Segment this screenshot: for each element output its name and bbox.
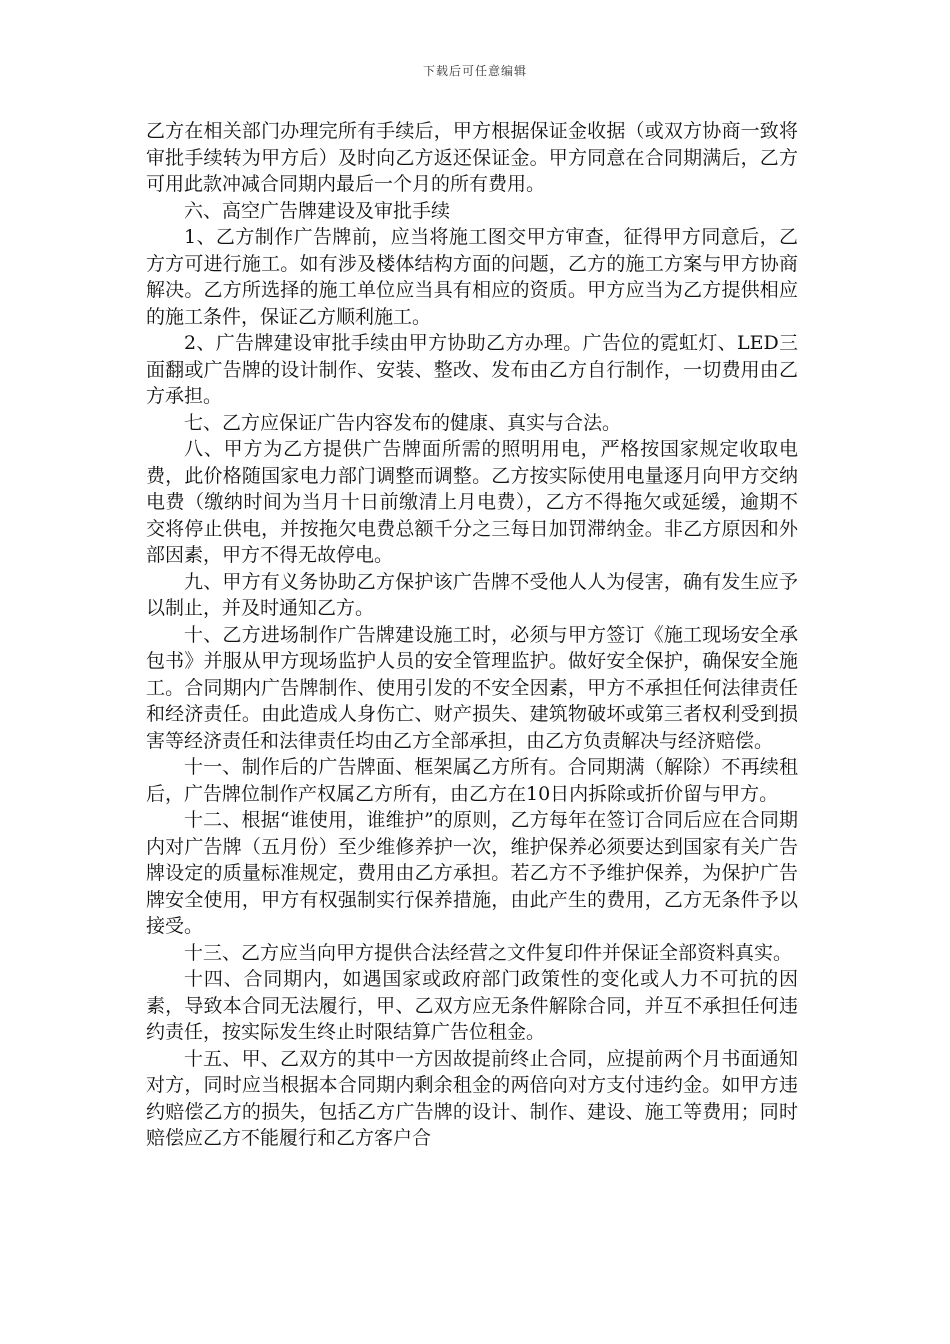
paragraph-13: 十三、乙方应当向甲方提供合法经营之文件复印件并保证全部资料真实。 [184,941,793,964]
page-header: 下载后可任意编辑 [422,64,527,78]
paragraph-7: 七、乙方应保证广告内容发布的健康、真实与合法。 [184,411,622,434]
paragraph-8: 八、甲方为乙方提供广告牌面所需的照明用电，严格按国家规定收取电费，此价格随国家电力部门调整而调整。乙方按实际使用电量逐月向甲方交纳电费（缴纳时间为当月十日前缴清上月电费），乙方不得拖欠或延缓，逾期不交将停止供电，并按拖欠电费总额千分之三每日加罚滞纳金。非乙方原因和外部因素，甲方不得无故停电。 [146,438,798,566]
paragraph-15: 十五、甲、乙双方的其中一方因故提前终止合同，应提前两个月书面通知对方，同时应当根据本合同期内剩余租金的两倍向对方支付违约金。如甲方违约赔偿乙方的损失，包括乙方广告牌的设计、制作、建设、施工等费用；同时赔偿应乙方不能履行和乙方客户合 [146,1047,798,1149]
contract-body [146,118,798,1152]
section-heading-6: 六、高空广告牌建设及审批手续 [184,199,451,222]
paragraph-12: 十二、根据“谁使用，谁维护”的原则，乙方每年在签订合同后应在合同期内对广告牌（五月份）至少维修养护一次，维护保养必须要达到国家有关广告牌设定的质量标准规定，费用由乙方承担。若乙方不予维护保养，为保护广告牌安全使用，甲方有权强制实行保养措施，由此产生的费用，乙方无条件予以接受。 [146,809,798,937]
paragraph-6-1: 1、乙方制作广告牌前，应当将施工图交甲方审查，征得甲方同意后，乙方方可进行施工。如有涉及楼体结构方面的问题，乙方的施工方案与甲方协商解决。乙方所选择的施工单位应当具有相应的资质。甲方应当为乙方提供相应的施工条件，保证乙方顺利施工。 [146,226,798,328]
paragraph-14: 十四、合同期内，如遇国家或政府部门政策性的变化或人力不可抗的因素，导致本合同无法履行，甲、乙双方应无条件解除合同，并互不承担任何违约责任，按实际发生终止时限结算广告位租金。 [146,968,798,1043]
paragraph-9: 九、甲方有义务协助乙方保护该广告牌不受他人人为侵害，确有发生应予以制止，并及时通知乙方。 [146,570,798,619]
paragraph-10: 十、乙方进场制作广告牌建设施工时，必须与甲方签订《施工现场安全承包书》并服从甲方现场监护人员的安全管理监护。做好安全保护，确保安全施工。合同期内广告牌制作、使用引发的不安全因素，甲方不承担任何法律责任和经济责任。由此造成人身伤亡、财产损失、建筑物破坏或第三者权利受到损害等经济责任和法律责任均由乙方全部承担，由乙方负责解决与经济赔偿。 [146,623,798,752]
paragraph-11: 十一、制作后的广告牌面、框架属乙方所有。合同期满（解除）不再续租后，广告牌位制作产权属乙方所有，由乙方在10日内拆除或折价留与甲方。 [146,756,798,805]
paragraph-6-2: 2、广告牌建设审批手续由甲方协助乙方办理。广告位的霓虹灯、LED三面翻或广告牌的设计制作、安装、整改、发布由乙方自行制作，一切费用由乙方承担。 [146,332,798,407]
paragraph-deposit-refund: 乙方在相关部门办理完所有手续后，甲方根据保证金收据（或双方协商一致将审批手续转为甲方后）及时向乙方返还保证金。甲方同意在合同期满后，乙方可用此款冲减合同期内最后一个月的所有费用。 [146,120,798,195]
